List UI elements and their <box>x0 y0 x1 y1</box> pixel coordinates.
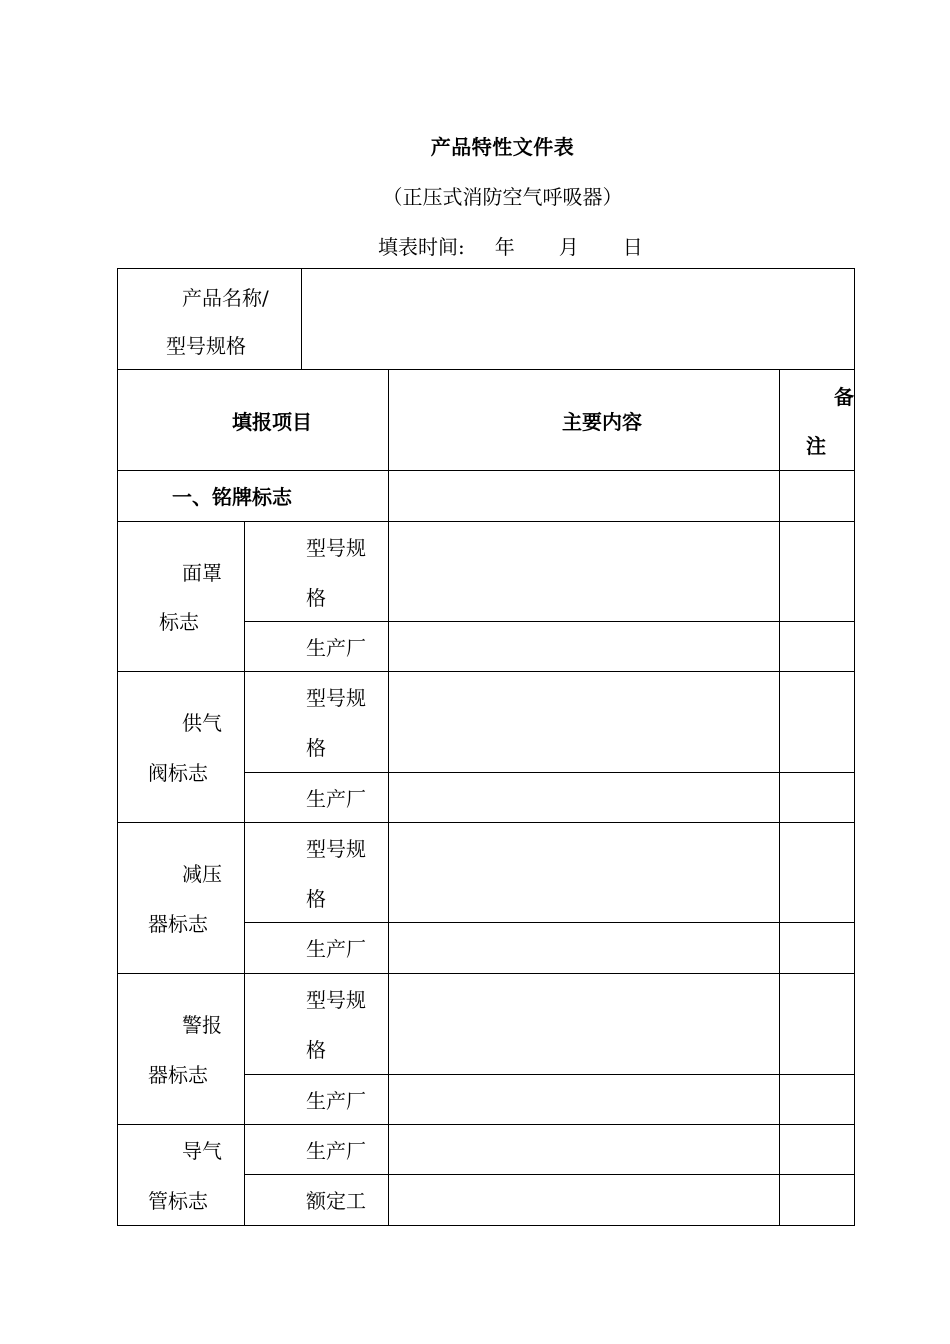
section1-title: 一、铭牌标志 <box>172 485 292 509</box>
section1-content-cell <box>388 470 780 522</box>
subitem-label-line1: 生产厂 <box>306 937 366 961</box>
group-label-line2: 器标志 <box>148 1063 208 1087</box>
content-cell <box>388 973 780 1075</box>
group-label-line2: 器标志 <box>148 912 208 936</box>
content-cell <box>388 1074 780 1125</box>
content-cell <box>388 1174 780 1226</box>
remark-cell <box>779 1074 855 1125</box>
subitem-label-line1: 生产厂 <box>306 1139 366 1163</box>
group-cell-reducer <box>117 822 245 974</box>
subitem-label-line1: 生产厂 <box>306 1089 366 1113</box>
document-subtitle: （正压式消防空气呼吸器） <box>382 185 623 209</box>
remark-cell <box>779 922 855 974</box>
remark-cell <box>779 671 855 773</box>
content-cell <box>388 521 780 622</box>
content-cell <box>388 822 780 923</box>
header-remark-line1: 备 <box>834 385 854 409</box>
remark-cell <box>779 1124 855 1175</box>
remark-cell <box>779 621 855 672</box>
remark-cell <box>779 521 855 622</box>
product-name-value-cell <box>301 268 855 370</box>
group-cell-valve <box>117 671 245 823</box>
subitem-label-line2: 格 <box>306 586 326 610</box>
subitem-label-line1: 型号规 <box>306 988 366 1012</box>
remark-cell <box>779 822 855 923</box>
remark-cell <box>779 1174 855 1226</box>
fill-time-month: 月 <box>558 235 579 259</box>
header-item-label: 填报项目 <box>232 410 312 434</box>
product-name-label-line1: 产品名称/ <box>182 286 269 310</box>
subitem-label-line2: 格 <box>306 887 326 911</box>
group-label-line2: 管标志 <box>148 1189 208 1213</box>
document-title: 产品特性文件表 <box>430 135 575 159</box>
subitem-label-line1: 生产厂 <box>306 787 366 811</box>
subitem-label-line1: 型号规 <box>306 686 366 710</box>
subitem-label-line1: 型号规 <box>306 837 366 861</box>
group-label-line1: 导气 <box>182 1139 222 1163</box>
product-name-label-line2: 型号规格 <box>166 334 246 358</box>
group-label-line1: 减压 <box>182 862 222 886</box>
group-label-line1: 面罩 <box>182 561 222 585</box>
subitem-label-line2: 格 <box>306 1038 326 1062</box>
content-cell <box>388 772 780 823</box>
fill-time-line <box>378 231 643 260</box>
section1-remark-cell <box>779 470 855 522</box>
fill-time-label: 填表时间: <box>378 235 465 259</box>
group-label-line1: 供气 <box>182 711 222 735</box>
content-cell <box>388 922 780 974</box>
remark-cell <box>779 973 855 1075</box>
content-cell <box>388 671 780 773</box>
group-label-line2: 标志 <box>159 610 199 634</box>
subitem-label-line2: 格 <box>306 736 326 760</box>
remark-cell <box>779 772 855 823</box>
content-cell <box>388 621 780 672</box>
group-label-line1: 警报 <box>182 1013 222 1037</box>
fill-time-year: 年 <box>494 235 515 259</box>
subitem-label-line1: 额定工 <box>306 1189 366 1213</box>
content-cell <box>388 1124 780 1175</box>
subitem-label-line1: 生产厂 <box>306 636 366 660</box>
subitem-label-line1: 型号规 <box>306 536 366 560</box>
group-label-line2: 阀标志 <box>148 761 208 785</box>
fill-time-day: 日 <box>622 235 643 259</box>
header-content-label: 主要内容 <box>562 410 642 434</box>
header-remark-line2: 注 <box>806 434 826 458</box>
group-cell-alarm <box>117 973 245 1125</box>
